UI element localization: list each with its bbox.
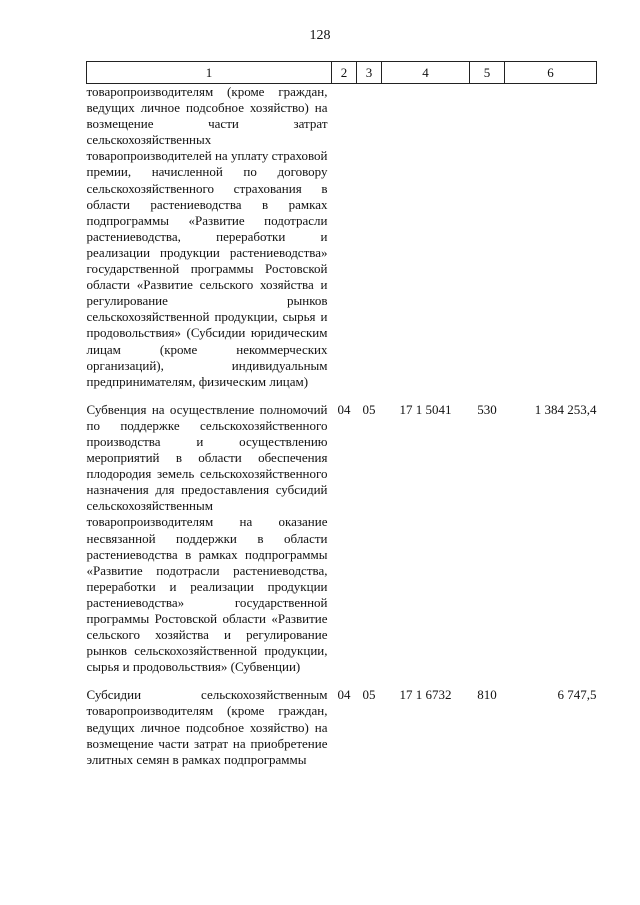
header-col-4: 4 [382,62,470,84]
page-number: 128 [309,28,331,43]
table-row [87,687,597,767]
budget-table-container [86,61,596,768]
header-col-5: 5 [470,62,505,84]
row-expense-type: 530 [477,401,497,417]
row-subsection: 05 [362,687,376,703]
row-subsection [357,84,382,390]
table-row [87,84,597,390]
header-col-1: 1 [87,62,332,84]
row-section [332,84,357,390]
row-target-code: 17 1 5041 [399,401,452,417]
header-col-2: 2 [332,62,357,84]
row-description: товаропроизводителям (кроме граждан, ведущих личное подсобное хозяйство) на возмещение части затрат сельскохозяйственных товаропроизводителей на уплату страховой премии, начисленной по договору сельскохозяйственного страхования в области растениеводства в рамках подпрограммы «Развитие подотрасли растениеводства, переработки и реализации продукции растениеводства» государственной программы Ростовской области «Развитие сельского хозяйства и регулирование рынков сельскохозяйственной продукции, сырья и продовольствия» (Субсидии юридическим лицам (кроме некоммерческих организаций), индивидуальным предпринимателям, физическим лицам) [86,84,328,389]
row-subsection: 05 [362,401,376,417]
header-col-3: 3 [357,62,382,84]
row-description: Субвенция на осуществление полномочий по поддержке сельскохозяйственного производства и осуществлению мероприятий в области обеспечения плодородия земель сельскохозяйственного назначения для предоставления субсидий сельскохозяйственным товаропроизводителям на оказание несвязанной поддержки в области растениеводства в рамках подпрограммы «Развитие подотрасли растениеводства, переработки и реализации продукции растениеводства» государственной программы Ростовской области «Развитие сельского хозяйства и регулирование рынков сельскохозяйственной продукции, сырья и продовольствия» (Субвенции) [86,401,328,675]
row-section: 04 [337,687,351,703]
row-amount [505,84,597,390]
header-col-6: 6 [505,62,597,84]
row-target-code: 17 1 6732 [399,687,452,703]
row-amount: 6 747,5 [557,687,597,703]
row-expense-type: 810 [477,687,497,703]
row-expense-type [470,84,505,390]
row-amount: 1 384 253,4 [534,401,597,417]
budget-table [86,61,597,768]
row-target-code [382,84,470,390]
row-section: 04 [337,401,351,417]
table-header-row [87,62,597,84]
row-description: Субсидии сельскохозяйственным товаропроизводителям (кроме граждан, ведущих личное подсобное хозяйство) на возмещение части затрат на приобретение элитных семян в рамках подпрограммы [86,687,328,767]
table-row [87,402,597,676]
